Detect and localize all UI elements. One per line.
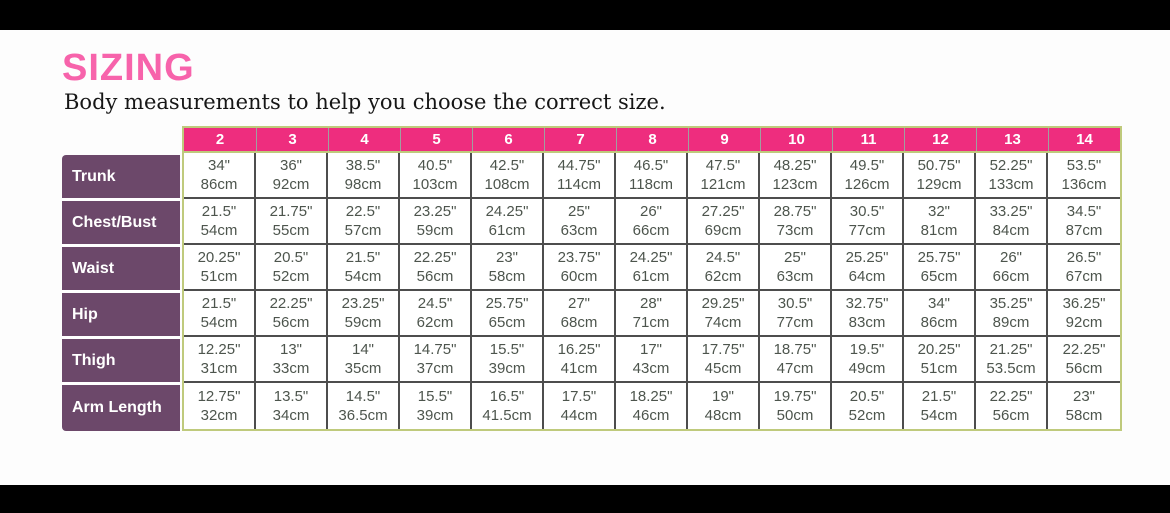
measurement-cm: 67cm <box>1065 268 1103 285</box>
measurement-inches: 36" <box>279 157 302 174</box>
measurement-cell <box>832 153 904 199</box>
measurement-cm: 58cm <box>488 268 526 285</box>
measurement-inches: 14.5" <box>345 388 381 405</box>
measurement-inches: 46.5" <box>633 157 669 174</box>
measurement-cell <box>328 153 400 199</box>
measurement-cm: 61cm <box>488 222 526 239</box>
measurement-cm: 62cm <box>704 268 742 285</box>
measurement-inches: 30.5" <box>849 203 885 220</box>
measurement-cell <box>184 245 256 291</box>
measurement-inches: 13.5" <box>273 388 309 405</box>
page-subtitle: Body measurements to help you choose the correct size. <box>64 90 666 114</box>
measurement-cm: 63cm <box>776 268 814 285</box>
size-column-header: 11 <box>832 128 904 151</box>
measurement-inches: 21.75" <box>269 203 313 220</box>
row-label-column <box>62 155 180 431</box>
measurement-cell <box>400 291 472 337</box>
measurement-inches: 34" <box>207 157 230 174</box>
measurement-cm: 51cm <box>920 360 958 377</box>
measurement-cell <box>976 337 1048 383</box>
row-label: Trunk <box>62 155 180 201</box>
measurement-inches: 22.25" <box>269 295 313 312</box>
measurement-cm: 33cm <box>272 360 310 377</box>
measurement-cm: 44cm <box>560 407 598 424</box>
measurement-inches: 23.25" <box>413 203 457 220</box>
measurement-cm: 114cm <box>557 176 601 193</box>
measurement-inches: 19" <box>711 388 734 405</box>
measurement-inches: 22.25" <box>1062 341 1106 358</box>
measurement-inches: 24.5" <box>705 249 741 266</box>
measurement-cm: 136cm <box>1061 176 1107 193</box>
measurement-cm: 36.5cm <box>338 407 388 424</box>
measurement-cell <box>256 383 328 429</box>
measurement-cm: 74cm <box>704 314 742 331</box>
measurement-cm: 56cm <box>1065 360 1103 377</box>
measurement-inches: 22.25" <box>413 249 457 266</box>
measurement-cell <box>904 245 976 291</box>
measurement-cell <box>472 383 544 429</box>
measurement-cell <box>688 245 760 291</box>
measurement-cm: 126cm <box>844 176 890 193</box>
measurement-inches: 28" <box>639 295 662 312</box>
measurement-cm: 60cm <box>560 268 598 285</box>
measurement-cm: 121cm <box>700 176 746 193</box>
measurement-cell <box>976 245 1048 291</box>
measurement-cm: 86cm <box>200 176 238 193</box>
measurement-inches: 33.25" <box>989 203 1033 220</box>
measurement-inches: 25.25" <box>845 249 889 266</box>
measurement-inches: 19.75" <box>773 388 817 405</box>
measurement-cm: 98cm <box>344 176 382 193</box>
size-column-header: 9 <box>688 128 760 151</box>
measurement-cell <box>688 199 760 245</box>
measurement-cell <box>832 337 904 383</box>
measurement-cell <box>256 153 328 199</box>
measurement-inches: 36.25" <box>1062 295 1106 312</box>
size-column-header: 13 <box>976 128 1048 151</box>
measurement-inches: 18.25" <box>629 388 673 405</box>
measurement-inches: 24.25" <box>629 249 673 266</box>
measurement-cell <box>544 383 616 429</box>
measurement-cm: 43cm <box>632 360 670 377</box>
measurement-cell <box>472 199 544 245</box>
measurement-inches: 19.5" <box>849 341 885 358</box>
measurement-inches: 25.75" <box>917 249 961 266</box>
measurement-cm: 52cm <box>272 268 310 285</box>
measurement-inches: 32.75" <box>845 295 889 312</box>
measurement-inches: 42.5" <box>489 157 525 174</box>
measurement-inches: 18.75" <box>773 341 817 358</box>
measurement-cell <box>472 245 544 291</box>
measurement-inches: 27" <box>567 295 590 312</box>
measurement-inches: 25" <box>783 249 806 266</box>
measurement-cm: 54cm <box>200 222 238 239</box>
measurement-cm: 103cm <box>412 176 458 193</box>
measurement-cm: 50cm <box>776 407 814 424</box>
measurement-cell <box>616 245 688 291</box>
measurement-cell <box>832 199 904 245</box>
measurement-cell <box>544 199 616 245</box>
measurement-cell <box>184 383 256 429</box>
measurement-cell <box>544 153 616 199</box>
measurement-cell <box>1048 337 1120 383</box>
measurement-inches: 23.25" <box>341 295 385 312</box>
measurement-cell <box>904 153 976 199</box>
row-label: Hip <box>62 293 180 339</box>
row-label: Chest/Bust <box>62 201 180 247</box>
measurement-cm: 37cm <box>416 360 454 377</box>
measurement-cell <box>256 337 328 383</box>
measurement-cell <box>760 383 832 429</box>
measurement-inches: 23" <box>495 249 518 266</box>
measurement-cm: 92cm <box>272 176 310 193</box>
measurement-cm: 41.5cm <box>482 407 532 424</box>
measurement-cm: 84cm <box>992 222 1030 239</box>
measurement-cell <box>256 199 328 245</box>
measurement-cell <box>760 291 832 337</box>
measurement-cm: 54cm <box>920 407 958 424</box>
measurement-cell <box>904 199 976 245</box>
measurement-inches: 24.5" <box>417 295 453 312</box>
measurement-cm: 92cm <box>1065 314 1103 331</box>
measurement-cell <box>184 337 256 383</box>
measurement-cell <box>1048 199 1120 245</box>
measurement-inches: 26" <box>999 249 1022 266</box>
measurement-cell <box>400 337 472 383</box>
measurement-inches: 27.25" <box>701 203 745 220</box>
measurement-cell <box>1048 153 1120 199</box>
measurement-cm: 31cm <box>200 360 238 377</box>
measurement-cell <box>976 153 1048 199</box>
measurement-cell <box>184 291 256 337</box>
measurement-inches: 30.5" <box>777 295 813 312</box>
measurement-inches: 29.25" <box>701 295 745 312</box>
measurement-cm: 61cm <box>632 268 670 285</box>
measurement-inches: 49.5" <box>849 157 885 174</box>
measurement-cm: 65cm <box>488 314 526 331</box>
measurement-cm: 77cm <box>776 314 814 331</box>
measurement-cm: 81cm <box>920 222 958 239</box>
measurement-cell <box>616 337 688 383</box>
measurement-cm: 48cm <box>704 407 742 424</box>
measurement-cm: 39cm <box>416 407 454 424</box>
size-column-header: 4 <box>328 128 400 151</box>
measurement-cell <box>184 153 256 199</box>
measurement-inches: 21.5" <box>201 295 237 312</box>
size-column-header: 12 <box>904 128 976 151</box>
measurement-cm: 77cm <box>848 222 886 239</box>
letterbox-bottom-bar <box>0 485 1170 513</box>
measurement-inches: 28.75" <box>773 203 817 220</box>
measurement-inches: 20.25" <box>917 341 961 358</box>
size-column-header: 14 <box>1048 128 1120 151</box>
measurement-inches: 17.75" <box>701 341 745 358</box>
measurement-inches: 25" <box>567 203 590 220</box>
measurement-cm: 108cm <box>484 176 530 193</box>
measurement-cm: 45cm <box>704 360 742 377</box>
measurement-cell <box>616 291 688 337</box>
measurement-cm: 52cm <box>848 407 886 424</box>
table-body <box>182 126 1122 431</box>
measurement-cm: 56cm <box>992 407 1030 424</box>
measurement-cell <box>400 199 472 245</box>
measurement-cell <box>400 383 472 429</box>
measurement-cm: 59cm <box>344 314 382 331</box>
measurement-inches: 35.25" <box>989 295 1033 312</box>
measurement-inches: 21.25" <box>989 341 1033 358</box>
letterbox-top-bar <box>0 0 1170 30</box>
measurement-cm: 66cm <box>632 222 670 239</box>
measurement-inches: 16.5" <box>489 388 525 405</box>
size-column-header: 3 <box>256 128 328 151</box>
measurement-cm: 86cm <box>920 314 958 331</box>
measurement-cm: 46cm <box>632 407 670 424</box>
measurement-cell <box>976 291 1048 337</box>
measurement-cm: 57cm <box>344 222 382 239</box>
measurement-inches: 23.75" <box>557 249 601 266</box>
measurement-inches: 13" <box>279 341 302 358</box>
measurement-inches: 20.5" <box>273 249 309 266</box>
measurement-inches: 32" <box>927 203 950 220</box>
measurement-cell <box>760 337 832 383</box>
measurement-cm: 34cm <box>272 407 310 424</box>
measurement-cm: 41cm <box>560 360 598 377</box>
row-label: Arm Length <box>62 385 180 431</box>
measurement-cell <box>328 383 400 429</box>
measurement-cell <box>400 153 472 199</box>
size-column-header: 7 <box>544 128 616 151</box>
measurement-inches: 34" <box>927 295 950 312</box>
measurement-cell <box>760 153 832 199</box>
measurement-cm: 35cm <box>344 360 382 377</box>
measurement-cell <box>904 383 976 429</box>
measurement-inches: 52.25" <box>989 157 1033 174</box>
measurement-inches: 15.5" <box>417 388 453 405</box>
measurement-cm: 39cm <box>488 360 526 377</box>
measurement-inches: 47.5" <box>705 157 741 174</box>
size-column-header: 2 <box>184 128 256 151</box>
measurement-inches: 22.5" <box>345 203 381 220</box>
measurement-cell <box>1048 383 1120 429</box>
measurement-cell <box>976 199 1048 245</box>
measurement-cm: 58cm <box>1065 407 1103 424</box>
measurement-cell <box>832 383 904 429</box>
measurement-inches: 40.5" <box>417 157 453 174</box>
measurement-cm: 73cm <box>776 222 814 239</box>
sizing-table <box>62 126 1122 431</box>
measurement-cell <box>400 245 472 291</box>
measurement-cm: 55cm <box>272 222 310 239</box>
measurement-cell <box>904 291 976 337</box>
measurement-inches: 12.75" <box>197 388 241 405</box>
measurement-cm: 56cm <box>416 268 454 285</box>
measurement-cm: 66cm <box>992 268 1030 285</box>
measurement-cm: 83cm <box>848 314 886 331</box>
measurement-cell <box>616 199 688 245</box>
measurement-cell <box>472 337 544 383</box>
size-header-row <box>184 128 1120 153</box>
measurement-inches: 20.5" <box>849 388 885 405</box>
measurement-cm: 129cm <box>916 176 962 193</box>
measurement-inches: 15.5" <box>489 341 525 358</box>
measurement-inches: 14" <box>351 341 374 358</box>
size-column-header: 5 <box>400 128 472 151</box>
measurement-cell <box>688 153 760 199</box>
measurement-cm: 47cm <box>776 360 814 377</box>
measurement-cm: 32cm <box>200 407 238 424</box>
measurement-cell <box>328 245 400 291</box>
measurement-inches: 21.5" <box>345 249 381 266</box>
measurement-cm: 69cm <box>704 222 742 239</box>
measurement-inches: 23" <box>1072 388 1095 405</box>
measurement-inches: 26.5" <box>1066 249 1102 266</box>
measurement-cell <box>688 383 760 429</box>
measurement-inches: 50.75" <box>917 157 961 174</box>
measurement-grid <box>184 153 1120 429</box>
measurement-cm: 63cm <box>560 222 598 239</box>
measurement-cm: 89cm <box>992 314 1030 331</box>
measurement-cm: 49cm <box>848 360 886 377</box>
measurement-cell <box>256 245 328 291</box>
measurement-inches: 12.25" <box>197 341 241 358</box>
measurement-inches: 16.25" <box>557 341 601 358</box>
measurement-cell <box>544 337 616 383</box>
measurement-cell <box>688 291 760 337</box>
measurement-cm: 87cm <box>1065 222 1103 239</box>
measurement-cell <box>544 245 616 291</box>
measurement-cm: 54cm <box>200 314 238 331</box>
measurement-cell <box>184 199 256 245</box>
measurement-cm: 62cm <box>416 314 454 331</box>
page-title: SIZING <box>62 47 195 89</box>
measurement-cell <box>1048 245 1120 291</box>
measurement-inches: 25.75" <box>485 295 529 312</box>
row-label: Thigh <box>62 339 180 385</box>
measurement-inches: 48.25" <box>773 157 817 174</box>
measurement-cm: 64cm <box>848 268 886 285</box>
measurement-cm: 123cm <box>772 176 818 193</box>
measurement-cell <box>616 383 688 429</box>
measurement-cell <box>616 153 688 199</box>
measurement-cell <box>904 337 976 383</box>
measurement-inches: 26" <box>639 203 662 220</box>
measurement-cell <box>976 383 1048 429</box>
measurement-cell <box>688 337 760 383</box>
measurement-inches: 53.5" <box>1066 157 1102 174</box>
size-column-header: 8 <box>616 128 688 151</box>
measurement-cell <box>328 337 400 383</box>
measurement-inches: 17.5" <box>561 388 597 405</box>
measurement-inches: 21.5" <box>201 203 237 220</box>
measurement-cell <box>328 199 400 245</box>
measurement-inches: 14.75" <box>413 341 457 358</box>
measurement-cm: 118cm <box>629 176 673 193</box>
measurement-cell <box>1048 291 1120 337</box>
measurement-cell <box>832 245 904 291</box>
measurement-cm: 65cm <box>920 268 958 285</box>
measurement-inches: 34.5" <box>1066 203 1102 220</box>
measurement-cell <box>472 291 544 337</box>
measurement-cell <box>328 291 400 337</box>
measurement-cm: 133cm <box>988 176 1034 193</box>
measurement-cell <box>544 291 616 337</box>
measurement-cm: 51cm <box>200 268 238 285</box>
row-label: Waist <box>62 247 180 293</box>
measurement-inches: 38.5" <box>345 157 381 174</box>
measurement-cell <box>256 291 328 337</box>
measurement-inches: 22.25" <box>989 388 1033 405</box>
measurement-cm: 68cm <box>560 314 598 331</box>
size-column-header: 6 <box>472 128 544 151</box>
measurement-cm: 59cm <box>416 222 454 239</box>
measurement-cm: 54cm <box>344 268 382 285</box>
measurement-cell <box>760 245 832 291</box>
measurement-cell <box>760 199 832 245</box>
measurement-inches: 17" <box>639 341 662 358</box>
measurement-inches: 20.25" <box>197 249 241 266</box>
measurement-inches: 21.5" <box>921 388 957 405</box>
measurement-cm: 56cm <box>272 314 310 331</box>
size-column-header: 10 <box>760 128 832 151</box>
measurement-cm: 71cm <box>632 314 670 331</box>
measurement-cell <box>832 291 904 337</box>
measurement-cm: 53.5cm <box>986 360 1036 377</box>
measurement-inches: 44.75" <box>557 157 601 174</box>
measurement-cell <box>472 153 544 199</box>
measurement-inches: 24.25" <box>485 203 529 220</box>
